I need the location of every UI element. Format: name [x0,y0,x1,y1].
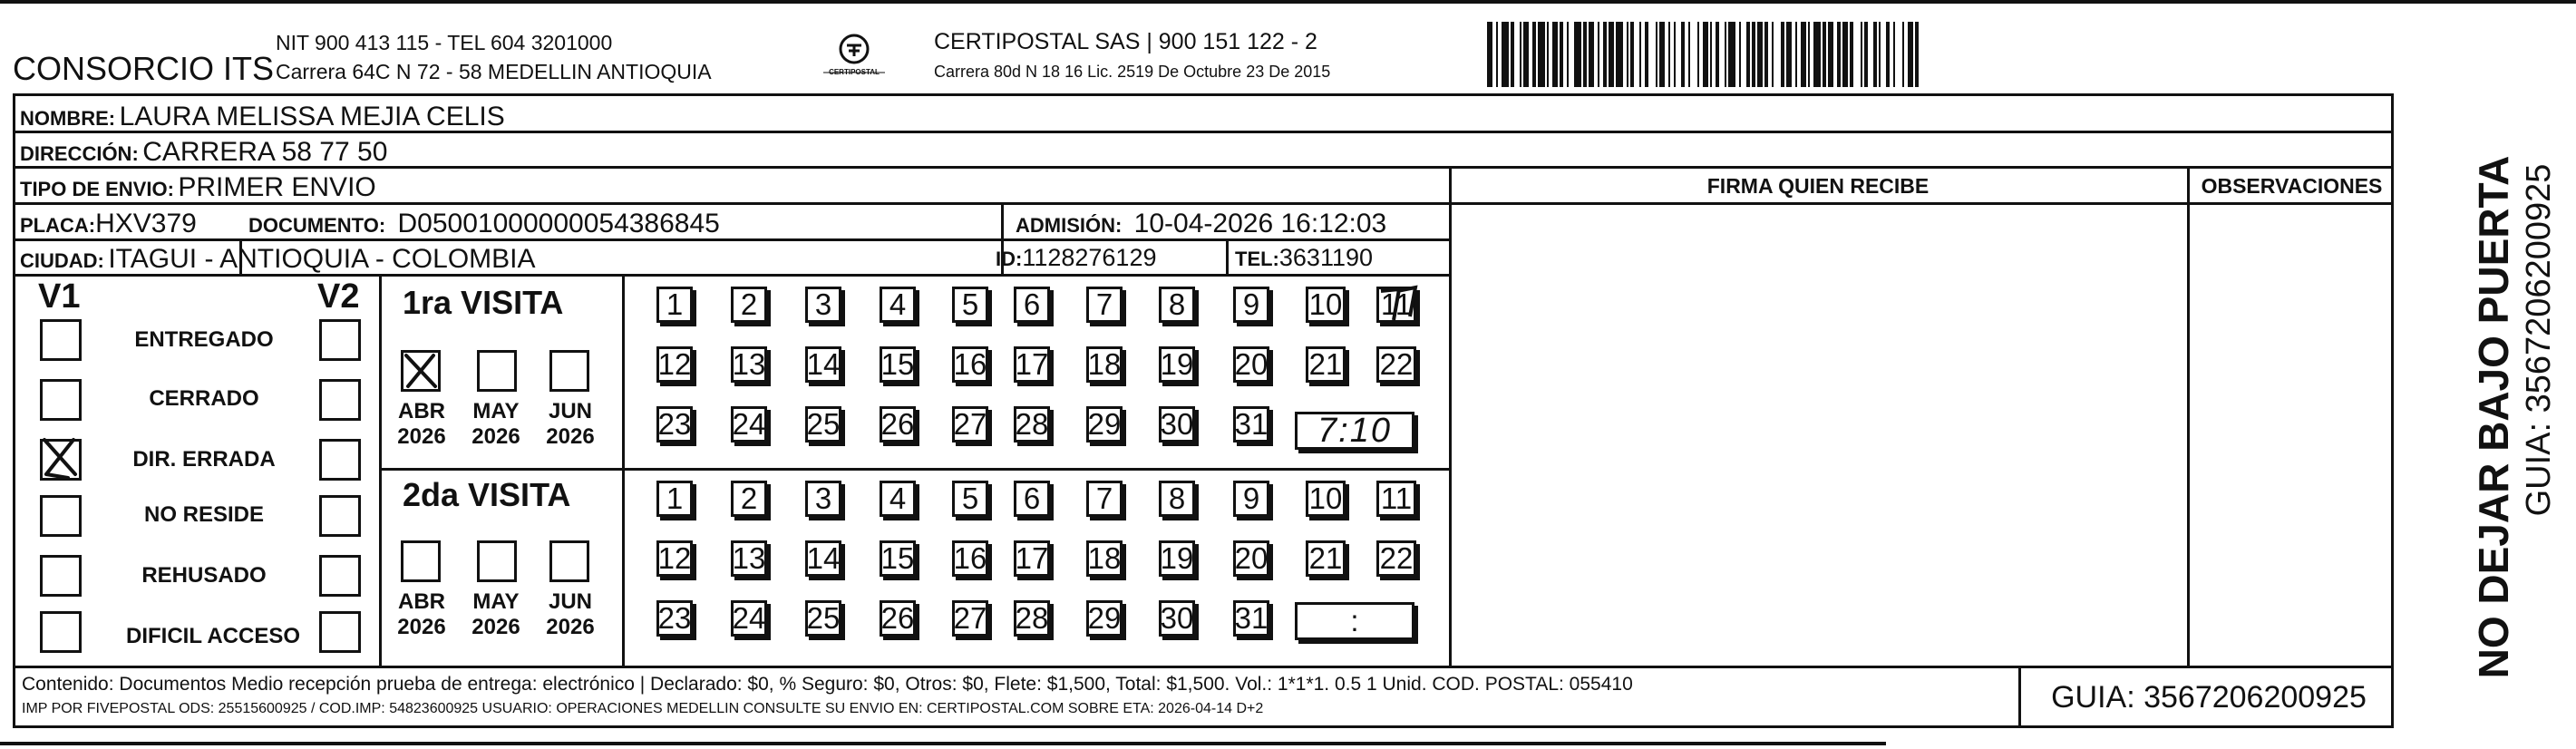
day-box[interactable]: 26 [880,407,915,441]
day-box[interactable]: 4 [880,481,916,517]
status-entregado: ENTREGADO [134,327,274,352]
day-box[interactable]: 21 [1306,346,1346,383]
handwritten-x-mark [37,434,84,482]
second-month-may-checkbox[interactable] [477,540,517,582]
second-month-abr-label: ABR 2026 [397,589,446,639]
line-row3 [13,202,1449,205]
first-month-abr-label: ABR 2026 [397,399,446,449]
barcode [1487,22,2212,87]
tel-label: TEL: [1235,248,1279,270]
day-box[interactable]: 31 [1234,601,1269,635]
day-box[interactable]: 20 [1234,347,1269,381]
barcode-bar [1919,22,1920,87]
line-footer-guia [2018,666,2021,728]
admission-value: 10-04-2026 16:12:03 [1133,209,1387,238]
tel-value: 3631190 [1278,244,1373,271]
day-box[interactable]: 17 [1015,347,1049,381]
city-value: ITAGUI - ANTIOQUIA - COLOMBIA [108,244,536,274]
day-box[interactable]: 13 [732,541,766,575]
line-row4 [13,238,1449,241]
v2-rehusado-checkbox[interactable] [319,555,361,597]
day-box[interactable]: 22 [1376,540,1416,577]
status-cerrado: CERRADO [149,386,259,411]
day-box[interactable]: 10 [1306,287,1346,323]
recipient-address: CARRERA 58 77 50 [142,137,388,167]
v2-entregado-checkbox[interactable] [319,319,361,361]
day-box[interactable]: 13 [732,347,766,381]
day-label: 11 [1380,287,1413,321]
second-month-jun-checkbox[interactable] [549,540,589,582]
v2-label: V2 [317,277,360,316]
day-box[interactable]: 19 [1160,347,1194,381]
day-box[interactable]: 3 [805,481,841,517]
day-box[interactable]: 31 [1234,407,1269,441]
day-box[interactable]: 10 [1306,481,1346,517]
scan-edge-top [0,0,2576,4]
line-sig-left [1449,166,1452,666]
line-sig-header [1449,202,2394,205]
barcode-bar [1774,22,1781,87]
first-month-jun-checkbox[interactable] [549,350,589,392]
id-value: 1128276129 [1022,244,1157,271]
first-month-may-label: MAY 2026 [471,399,520,449]
barcode-bar [1648,22,1656,87]
day-box[interactable]: 6 [1014,481,1050,517]
id-label: ID: [996,248,1023,270]
v1-dificil-acceso-checkbox[interactable] [40,611,82,653]
company-nit: NIT 900 413 115 - TEL 604 3201000 [276,31,613,54]
day-box[interactable]: 9 [1233,287,1269,323]
day-box[interactable]: 18 [1087,347,1122,381]
day-box[interactable]: 5 [952,481,988,517]
name-label: NOMBRE: [20,107,116,130]
day-box[interactable]: 15 [880,347,915,381]
address-label: DIRECCIÓN: [20,142,139,165]
day-box[interactable]: 7 [1086,287,1123,323]
carrier-address: Carrera 80d N 18 16 Lic. 2519 De Octubre 23 De 2015 [934,63,1331,81]
observations-label: OBSERVACIONES [2201,174,2383,198]
day-box[interactable]: 27 [953,601,987,635]
day-box[interactable]: 29 [1087,601,1122,635]
signature-label: FIRMA QUIEN RECIBE [1706,174,1930,198]
barcode-bar [1538,22,1545,87]
day-box[interactable]: 12 [657,347,692,381]
day-box[interactable]: 7 [1086,481,1123,517]
second-visit-label: 2da VISITA [403,476,571,513]
v2-cerrado-checkbox[interactable] [319,379,361,421]
logo-text: CERTIPOSTAL [829,68,880,76]
barcode-bar [1616,22,1623,87]
status-dificil-acceso: DIFICIL ACCESO [125,624,300,648]
barcode-bar [1728,22,1735,87]
document-label: DOCUMENTO: [248,214,386,237]
barcode-bar [1690,22,1697,87]
day-box[interactable]: 15 [880,541,915,575]
line-row5 [13,274,1449,277]
company-name: CONSORCIO ITS [13,50,275,87]
second-month-may-label: MAY 2026 [471,589,520,639]
v2-dir-errada-checkbox[interactable] [319,439,361,481]
day-box[interactable]: 23 [657,601,692,635]
day-box[interactable] [1376,287,1416,323]
handwritten-strike-mark [1375,284,1419,327]
day-box[interactable]: 29 [1087,407,1122,441]
certipostal-logo [818,31,890,85]
document-value: D05001000000054386845 [397,209,720,238]
v2-no-reside-checkbox[interactable] [319,495,361,537]
scan-edge-bottom [0,742,1886,745]
v2-dificil-acceso-checkbox[interactable] [319,611,361,653]
v1-dir-errada-checkbox[interactable] [40,439,82,481]
line-obs-left [2187,166,2190,666]
barcode-bar [1853,22,1861,87]
day-box[interactable]: 30 [1160,601,1194,635]
day-box[interactable]: 1 [656,481,693,517]
day-box[interactable]: 17 [1015,541,1049,575]
day-box[interactable]: 30 [1160,407,1194,441]
day-box[interactable]: 27 [953,407,987,441]
day-box[interactable]: 18 [1087,541,1122,575]
day-box[interactable]: 3 [805,287,841,323]
day-box[interactable]: 4 [880,287,916,323]
day-box[interactable]: 9 [1233,481,1269,517]
day-box[interactable]: 2 [731,481,767,517]
day-box[interactable]: 28 [1015,407,1049,441]
day-box[interactable]: 22 [1376,346,1416,383]
line-id-tel [1226,238,1229,274]
day-box[interactable]: 6 [1014,287,1050,323]
v1-rehusado-checkbox[interactable] [40,555,82,597]
day-box[interactable]: 21 [1306,540,1346,577]
day-box[interactable]: 19 [1160,541,1194,575]
day-box[interactable]: 5 [952,287,988,323]
first-month-abr-checkbox[interactable] [401,350,441,392]
city-label: CIUDAD: [20,249,104,272]
day-box[interactable]: 16 [953,541,987,575]
barcode-bar [1502,22,1509,87]
day-box[interactable]: 25 [806,601,841,635]
admission-label: ADMISIÓN: [1016,214,1123,237]
first-visit-label: 1ra VISITA [403,284,564,321]
status-rehusado: REHUSADO [141,563,267,588]
line-footer [13,666,2394,668]
day-box[interactable]: 8 [1159,287,1195,323]
footer-content: Contenido: Documentos Medio recepción prueba de entrega: electrónico | Declarado: $0, % Seguro: $0, Otros: $0, Flete: $1,500, Total: $1,500. Vol.: 1*1*1. 0.5 1 Unid. COD. POSTAL: 055410 [22,674,1633,695]
status-dir-errada: DIR. ERRADA [132,447,276,472]
day-box[interactable]: 20 [1234,541,1269,575]
carrier-name: CERTIPOSTAL SAS | 900 151 122 - 2 [934,29,1317,54]
v1-cerrado-checkbox[interactable] [40,379,82,421]
v1-label: V1 [38,277,81,316]
plate-label: PLACA: [20,214,96,237]
v1-no-reside-checkbox[interactable] [40,495,82,537]
second-month-jun-label: JUN 2026 [546,589,595,639]
status-no-reside: NO RESIDE [143,502,265,527]
day-box[interactable]: 23 [657,407,692,441]
footer-guia: GUIA: 3567206200925 [2051,680,2367,715]
day-box[interactable]: 12 [657,541,692,575]
handwritten-x-mark [401,350,441,392]
v1-entregado-checkbox[interactable] [40,319,82,361]
barcode-bar [1813,22,1821,87]
first-month-jun-label: JUN 2026 [546,399,595,449]
plate-value: HXV379 [95,209,197,238]
day-box[interactable]: 26 [880,601,915,635]
recipient-name: LAURA MELISSA MEJIA CELIS [119,102,505,131]
day-box[interactable]: 14 [806,541,841,575]
type-label: TIPO DE ENVIO: [20,178,174,200]
day-box[interactable]: 24 [732,601,766,635]
first-visit-time[interactable]: 7:10 [1295,412,1414,450]
company-address: Carrera 64C N 72 - 58 MEDELLIN ANTIOQUIA [276,60,712,83]
line-visit-split [379,468,1449,471]
day-box[interactable]: 14 [806,347,841,381]
footer-imp: IMP POR FIVEPOSTAL ODS: 25515600925 / COD.IMP: 54823600925 USUARIO: OPERACIONES MEDELLIN CONSULTE SU ENVIO EN: CERTIPOSTAL.COM SOBRE ETA: 2026-04-14 D+2 [22,701,1264,716]
shipment-type: PRIMER ENVIO [178,172,376,202]
day-box[interactable]: 25 [806,407,841,441]
day-box[interactable]: 16 [953,347,987,381]
second-month-abr-checkbox[interactable] [401,540,441,582]
day-box[interactable]: 11 [1376,481,1416,517]
side-guia: GUIA: 3567206200925 [2520,163,2558,517]
day-box[interactable]: 1 [656,287,693,323]
day-box[interactable]: 28 [1015,601,1049,635]
day-box[interactable]: 24 [732,407,766,441]
barcode-bar [1574,22,1581,87]
day-box[interactable]: 8 [1159,481,1195,517]
side-warning: NO DEJAR BAJO PUERTA [2470,155,2517,679]
barcode-bar [1895,22,1902,87]
day-box[interactable]: 2 [731,287,767,323]
second-visit-time[interactable]: : [1295,602,1414,640]
first-month-may-checkbox[interactable] [477,350,517,392]
